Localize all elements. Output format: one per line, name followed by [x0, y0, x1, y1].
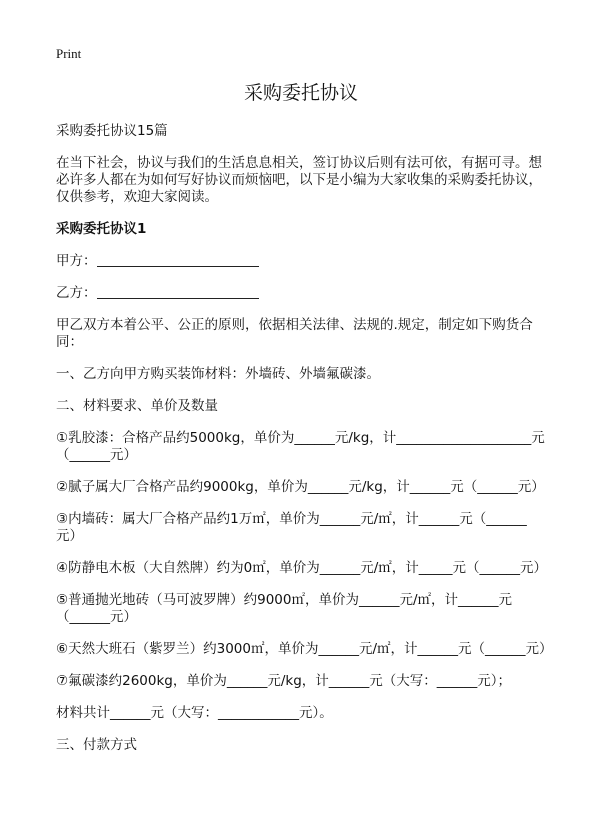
item-4: ④防静电木板（大自然牌）约为0㎡，单价为______元/㎡，计_____元（______元）	[56, 560, 547, 576]
print-link[interactable]: Print	[56, 46, 82, 61]
clause-2: 二、材料要求、单价及数量	[56, 398, 218, 414]
party-b-label: 乙方：	[56, 285, 97, 301]
party-a-blank	[97, 253, 259, 267]
party-b-blank	[97, 285, 259, 299]
section-title: 采购委托协议1	[56, 221, 147, 237]
document-subtitle: 采购委托协议15篇	[56, 123, 168, 139]
party-a-line	[56, 253, 546, 270]
item-1: ①乳胶漆：合格产品约5000kg，单价为______元/kg，计____________________元（______元）	[56, 430, 545, 463]
preamble-paragraph: 甲乙双方本着公平、公正的原则，依据相关法律、法规的.规定，制定如下购货合同：	[56, 317, 533, 350]
item-7: ⑦氟碳漆约2600kg，单价为______元/kg，计______元（大写：______元）；	[56, 673, 512, 689]
clause-3: 三、付款方式	[56, 737, 137, 753]
item-2: ②腻子属大厂合格产品约9000kg，单价为______元/kg，计______元（______元）	[56, 479, 545, 495]
total-line: 材料共计______元（大写：____________元）。	[56, 705, 333, 721]
party-a-label: 甲方：	[56, 253, 97, 269]
document-title: 采购委托协议	[243, 82, 358, 104]
item-5: ⑤普通抛光地砖（马可波罗牌）约9000㎡，单价为______元/㎡，计______元（______元）	[56, 592, 513, 625]
party-b-line	[56, 285, 546, 302]
clause-1: 一、乙方向甲方购买装饰材料：外墙砖、外墙氟碳漆。	[56, 366, 380, 382]
item-6: ⑥天然大班石（紫罗兰）约3000㎡，单价为______元/㎡，计______元（______元）	[56, 641, 553, 657]
intro-paragraph: 在当下社会，协议与我们的生活息息相关，签订协议后则有法可依，有据可寻。想必许多人都在为如何写好协议而烦恼吧，以下是小编为大家收集的采购委托协议，仅供参考，欢迎大家阅读。	[56, 155, 542, 205]
item-3: ③内墙砖：属大厂合格产品约1万㎡，单价为______元/㎡，计______元（______元）	[56, 511, 527, 544]
